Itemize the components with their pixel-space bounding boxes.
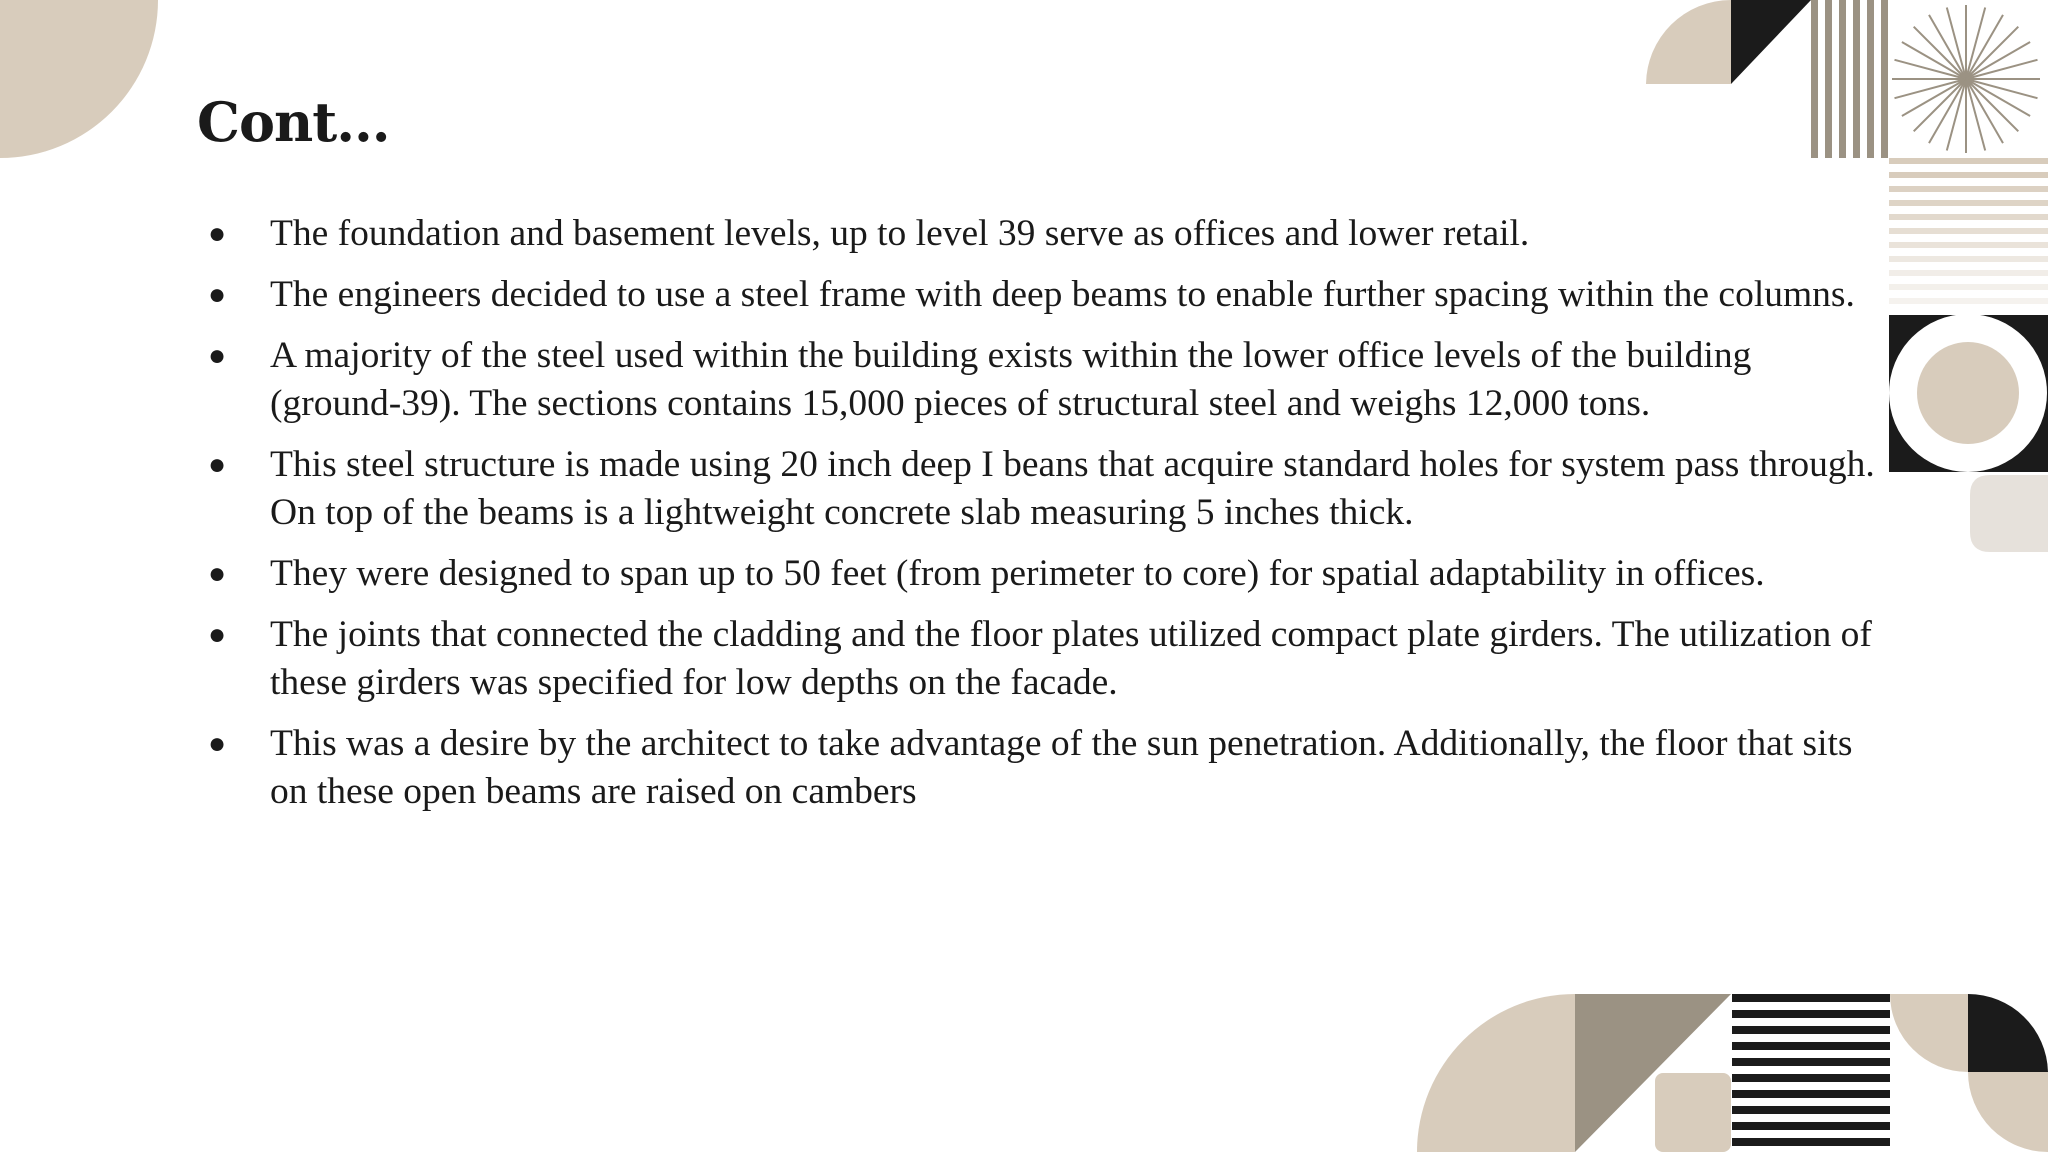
slide-title: Cont... xyxy=(197,90,390,154)
top-right-beige-dome xyxy=(1646,0,1731,84)
bullet-dot-icon: ● xyxy=(208,448,227,481)
bullet-text: The foundation and basement levels, up to level 39 serve as offices and lower retail. xyxy=(270,213,1530,254)
bullet-text: This steel structure is made using 20 inch deep I beans that acquire standard holes for system pass through. On top of the beams is a lightweight concrete slab measuring 5 inches thick. xyxy=(270,444,1875,533)
bullet-item xyxy=(200,332,1880,428)
right-rounded-square xyxy=(1970,475,2048,552)
bullet-item xyxy=(200,271,1880,319)
bullet-list xyxy=(200,210,1880,829)
top-right-black-triangle xyxy=(1731,0,1811,84)
bullet-item xyxy=(200,441,1880,537)
bullet-dot-icon: ● xyxy=(208,339,227,372)
bullet-item xyxy=(200,550,1880,598)
top-right-vertical-stripes xyxy=(1811,0,1888,158)
bottom-right-beige-lower xyxy=(1968,1072,2048,1152)
bottom-right-beige-quarter xyxy=(1890,994,1968,1072)
bottom-black-stripes xyxy=(1732,994,1890,1146)
bullet-text: This was a desire by the architect to take advantage of the sun penetration. Additionally, the floor that sits on these open beams are raised on cambers xyxy=(270,723,1853,812)
bullet-text: The engineers decided to use a steel frame with deep beams to enable further spacing within the columns. xyxy=(270,274,1855,315)
bullet-dot-icon: ● xyxy=(208,217,227,250)
bottom-beige-square xyxy=(1655,1073,1731,1152)
starburst xyxy=(1892,5,2040,153)
bullet-text: They were designed to span up to 50 feet (from perimeter to core) for spatial adaptability in offices. xyxy=(270,553,1765,594)
bullet-dot-icon: ● xyxy=(208,557,227,590)
bullet-text: The joints that connected the cladding and the floor plates utilized compact plate girders. The utilization of these girders was specified for low depths on the facade. xyxy=(270,614,1872,703)
bottom-beige-dome xyxy=(1417,994,1575,1152)
bullet-item xyxy=(200,611,1880,707)
bullet-text: A majority of the steel used within the building exists within the lower office levels of the building (ground-39). The sections contains 15,000 pieces of structural steel and weighs 12,000 tons. xyxy=(270,335,1752,424)
ring-inner xyxy=(1917,342,2019,444)
right-horizontal-stripes xyxy=(1889,158,2048,304)
bullet-dot-icon: ● xyxy=(208,618,227,651)
bullet-item xyxy=(200,210,1880,258)
bullet-item xyxy=(200,720,1880,816)
bottom-right-black-quarter xyxy=(1968,994,2048,1072)
bullet-dot-icon: ● xyxy=(208,278,227,311)
top-left-quarter-circle xyxy=(0,0,158,158)
bullet-dot-icon: ● xyxy=(208,727,227,760)
